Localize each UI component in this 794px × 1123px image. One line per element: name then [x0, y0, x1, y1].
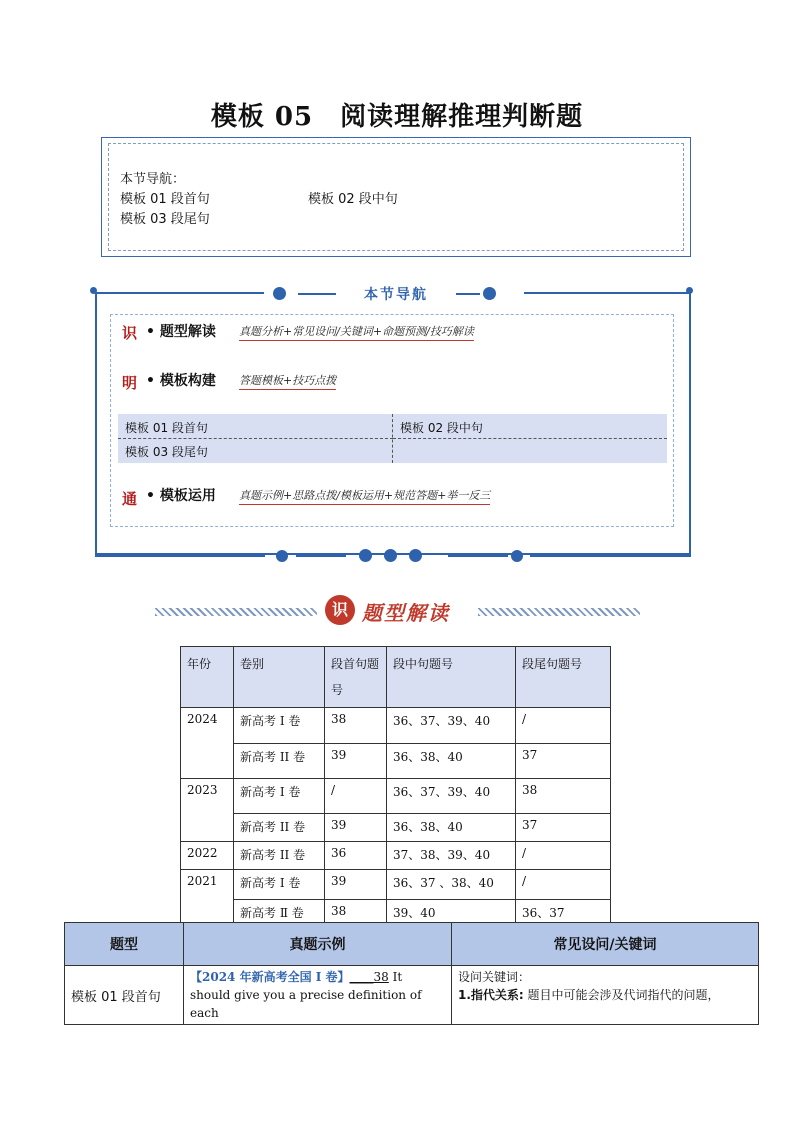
table-row: [181, 842, 611, 870]
middle-cell: 36、38、40: [387, 744, 516, 779]
col-header-year: 年份: [181, 647, 234, 708]
example-text: It should give you a precise definition of each: [190, 970, 422, 1020]
year-cell: 2021: [181, 870, 234, 927]
row-desc-apply: 真题示例+思路点拨/模板运用+规范答题+举一反三: [239, 487, 490, 505]
page-title: 模板 05 阅读理解推理判断题: [210, 102, 584, 132]
decor-dot: [90, 287, 97, 294]
section-badge-icon: 识: [325, 595, 355, 625]
year-cell: 2023: [181, 779, 234, 842]
type-cell: 模板 01 段首句: [65, 966, 184, 1025]
last-cell: 36、37: [516, 900, 611, 927]
col-header-example: 真题示例: [184, 923, 452, 966]
paper-cell: 新高考 II 卷: [234, 744, 325, 779]
first-cell: /: [325, 779, 387, 814]
table-row: [181, 779, 611, 814]
paper-cell: 新高考 I 卷: [234, 708, 325, 744]
col-header-last: 段尾句题号: [516, 647, 611, 708]
seal-icon-shi: 识: [122, 324, 138, 342]
row-desc-build: 答题模板+技巧点拨: [239, 372, 336, 390]
keywords-cell: [452, 966, 759, 1025]
first-cell: 36: [325, 842, 387, 870]
table-row: [181, 814, 611, 842]
col-header-middle: 段中句题号: [387, 647, 516, 708]
template-link-02[interactable]: 模板 02 段中句: [400, 421, 483, 435]
row-desc-interpret: 真题分析+常见设问/关键词+命题预测/技巧解读: [239, 323, 474, 341]
middle-cell: 36、37、39、40: [387, 708, 516, 744]
template-grid: [118, 414, 667, 463]
last-cell: /: [516, 870, 611, 900]
year-cell: 2024: [181, 708, 234, 779]
middle-cell: 39、40: [387, 900, 516, 927]
example-source: 【2024 年新高考全国 I 卷】: [190, 970, 350, 984]
table-row: [181, 744, 611, 779]
keyword1-label: 1.指代关系:: [458, 988, 524, 1002]
example-cell: [184, 966, 452, 1025]
keyword1-text: 题目中可能会涉及代词指代的问题，: [523, 988, 720, 1002]
year-cell: 2022: [181, 842, 234, 870]
col-header-paper: 卷别: [234, 647, 325, 708]
nav-item-01[interactable]: 模板 01 段首句: [120, 192, 210, 207]
col-header-keywords: 常见设问/关键词: [452, 923, 759, 966]
decor-dot: [483, 287, 496, 300]
first-cell: 39: [325, 870, 387, 900]
table-row: [65, 966, 759, 1025]
middle-cell: 36、37 、38、40: [387, 870, 516, 900]
hatch-divider-right: [478, 608, 640, 616]
table-row: [181, 870, 611, 900]
paper-cell: 新高考 Ⅱ 卷: [234, 900, 325, 927]
paper-cell: 新高考 II 卷: [234, 842, 325, 870]
hatch-divider-left: [155, 608, 317, 616]
col-header-first: 段首句题号: [325, 647, 387, 708]
first-cell: 38: [325, 708, 387, 744]
first-cell: 38: [325, 900, 387, 927]
decor-dot: [276, 550, 288, 562]
middle-cell: 37、38、39、40: [387, 842, 516, 870]
decor-dot: [686, 287, 693, 294]
last-cell: 37: [516, 814, 611, 842]
first-cell: 39: [325, 814, 387, 842]
nav-heading: 本节导航：: [120, 172, 186, 187]
decor-dot: [359, 549, 372, 562]
paper-cell: 新高考 I 卷: [234, 779, 325, 814]
seal-icon-ming: 明: [122, 374, 138, 392]
keywords-heading: 设问关键词：: [458, 970, 531, 984]
col-header-type: 题型: [65, 923, 184, 966]
last-cell: /: [516, 842, 611, 870]
decor-dot: [511, 550, 523, 562]
row-label-interpret[interactable]: • 题型解读: [146, 324, 216, 340]
year-table: [180, 646, 611, 927]
first-cell: 39: [325, 744, 387, 779]
row-label-build[interactable]: • 模板构建: [146, 373, 216, 389]
decor-dot: [384, 549, 397, 562]
seal-icon-tong: 通: [122, 490, 138, 508]
last-cell: 38: [516, 779, 611, 814]
middle-cell: 36、37、39、40: [387, 779, 516, 814]
template-link-03[interactable]: 模板 03 段尾句: [125, 445, 208, 459]
nav-panel-title: 本节导航: [364, 287, 428, 303]
table-row: [181, 708, 611, 744]
row-label-apply[interactable]: • 模板运用: [146, 488, 216, 504]
template-table: [64, 922, 759, 1025]
template-link-01[interactable]: 模板 01 段首句: [125, 421, 208, 435]
nav-item-02[interactable]: 模板 02 段中句: [308, 192, 398, 207]
last-cell: /: [516, 708, 611, 744]
middle-cell: 36、38、40: [387, 814, 516, 842]
decor-dot: [409, 549, 422, 562]
example-blank: ____38: [349, 970, 389, 984]
paper-cell: 新高考 II 卷: [234, 814, 325, 842]
nav-item-03[interactable]: 模板 03 段尾句: [120, 212, 210, 227]
decor-dot: [273, 287, 286, 300]
section-title: 题型解读: [362, 601, 450, 625]
nav-box: [101, 137, 691, 257]
last-cell: 37: [516, 744, 611, 779]
paper-cell: 新高考 I 卷: [234, 870, 325, 900]
